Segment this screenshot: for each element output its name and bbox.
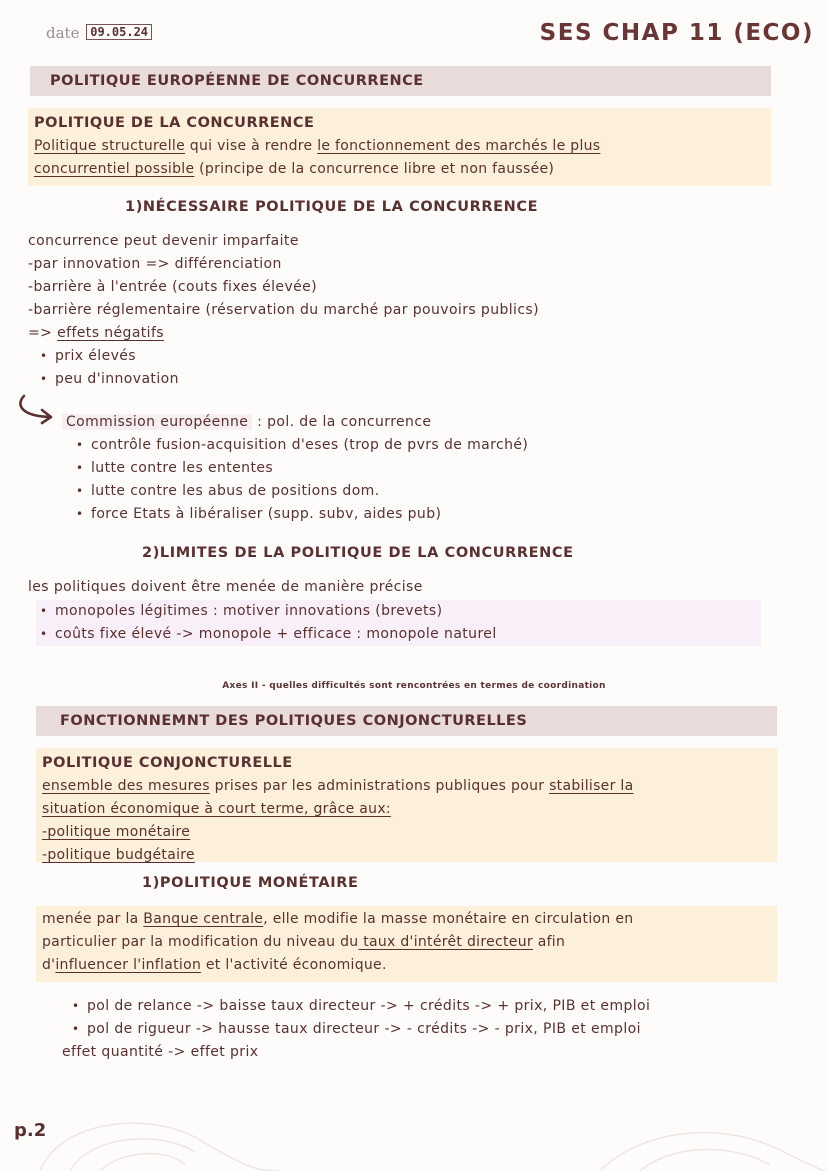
date-label: date bbox=[46, 24, 80, 42]
def-underlined: stabiliser la bbox=[549, 778, 634, 794]
bullet-item: • pol de rigueur -> hausse taux directeur -> - crédits -> - prix, PIB et emploi bbox=[62, 1018, 822, 1041]
subsection-title: 1)POLITIQUE MONÉTAIRE bbox=[142, 875, 359, 891]
definition-title: POLITIQUE CONJONCTURELLE bbox=[42, 755, 293, 771]
def-term: Politique structurelle bbox=[34, 138, 186, 154]
sub2-bullets-box bbox=[36, 600, 761, 646]
influencer-inflation: influencer l'inflation bbox=[55, 957, 202, 973]
subsection-title: 2)LIMITES DE LA POLITIQUE DE LA CONCURRENCE bbox=[142, 545, 574, 561]
section-band-conjoncturelles bbox=[36, 706, 777, 736]
effets-title: effets négatifs bbox=[57, 325, 164, 341]
commission-text: : pol. de la concurrence bbox=[252, 414, 432, 430]
def-underlined: -politique monétaire bbox=[42, 824, 191, 840]
page-number: p.2 bbox=[14, 1120, 47, 1141]
definition-title: POLITIQUE DE LA CONCURRENCE bbox=[34, 115, 315, 131]
curved-arrow-icon bbox=[14, 392, 60, 426]
def-text: qui vise à rendre bbox=[185, 138, 318, 154]
bullet-item: • lutte contre les ententes bbox=[62, 457, 802, 480]
def-underlined: concurrentiel possible bbox=[34, 161, 195, 177]
monetaire-box bbox=[36, 906, 777, 982]
date-value: 09.05.24 bbox=[86, 24, 152, 40]
bullet-item: • contrôle fusion-acquisition d'eses (trop de pvrs de marché) bbox=[62, 434, 802, 457]
axis-note: Axes II - quelles difficultés sont rencontrées en termes de coordination bbox=[222, 681, 606, 691]
bullet-item: • force Etats à libéraliser (supp. subv, aides pub) bbox=[62, 503, 802, 526]
def-text: (principe de la concurrence libre et non faussée) bbox=[194, 161, 555, 177]
sub2-intro: les politiques doivent être menée de manière précise bbox=[28, 579, 423, 595]
text: afin bbox=[532, 934, 566, 950]
def-underlined: -politique budgétaire bbox=[42, 847, 195, 863]
def-underlined: situation économique à court terme, grâce aux: bbox=[42, 801, 391, 817]
monetaire-bullets bbox=[62, 995, 822, 1064]
subsection-title: 1)NÉCESSAIRE POLITIQUE DE LA CONCURRENCE bbox=[125, 199, 539, 215]
text-line: -barrière à l'entrée (couts fixes élevée) bbox=[28, 279, 318, 295]
text-line: -par innovation => différenciation bbox=[28, 256, 282, 272]
text-line: concurrence peut devenir imparfaite bbox=[28, 233, 299, 249]
text: et l'activité économique. bbox=[201, 957, 387, 973]
bullet-item: • pol de relance -> baisse taux directeur -> + crédits -> + prix, PIB et emploi bbox=[62, 995, 822, 1018]
def-term: ensemble des mesures bbox=[42, 778, 210, 794]
bullet-item: • prix élevés bbox=[28, 345, 808, 368]
banque-centrale: Banque centrale bbox=[143, 911, 264, 927]
date-field bbox=[46, 24, 152, 42]
text: d' bbox=[42, 957, 56, 973]
bullet-item: • monopoles légitimes : motiver innovations (brevets) bbox=[36, 600, 761, 623]
sub1-content bbox=[28, 230, 808, 391]
taux-directeur: taux d'intérêt directeur bbox=[358, 934, 533, 950]
def-underlined: le fonctionnement des marchés le plus bbox=[317, 138, 601, 154]
def-text: prises par les administrations publiques pour bbox=[209, 778, 550, 794]
arrow-prefix: => bbox=[28, 325, 58, 341]
commission-block bbox=[62, 411, 802, 526]
section-band-concurrence bbox=[30, 66, 771, 96]
bullet-item: • peu d'innovation bbox=[28, 368, 808, 391]
commission-label: Commission européenne bbox=[62, 414, 252, 430]
text: particulier par la modification du niveau du bbox=[42, 934, 359, 950]
page-title: SES CHAP 11 (ECO) bbox=[539, 20, 814, 46]
bullet-item: • coûts fixe élevé -> monopole + efficace : monopole naturel bbox=[36, 623, 761, 646]
definition-box-concurrence bbox=[28, 108, 771, 186]
definition-box-conjoncturelle bbox=[36, 748, 777, 862]
text: , elle modifie la masse monétaire en circulation en bbox=[263, 911, 634, 927]
section-band-title: FONCTIONNEMNT DES POLITIQUES CONJONCTURELLES bbox=[60, 713, 528, 729]
section-band-title: POLITIQUE EUROPÉENNE DE CONCURRENCE bbox=[50, 73, 424, 89]
bullet-item: • lutte contre les abus de positions dom. bbox=[62, 480, 802, 503]
text-line: effet quantité -> effet prix bbox=[62, 1044, 259, 1060]
decorative-swirl-icon bbox=[0, 1080, 828, 1171]
text: menée par la bbox=[42, 911, 144, 927]
text-line: -barrière réglementaire (réservation du marché par pouvoirs publics) bbox=[28, 302, 539, 318]
